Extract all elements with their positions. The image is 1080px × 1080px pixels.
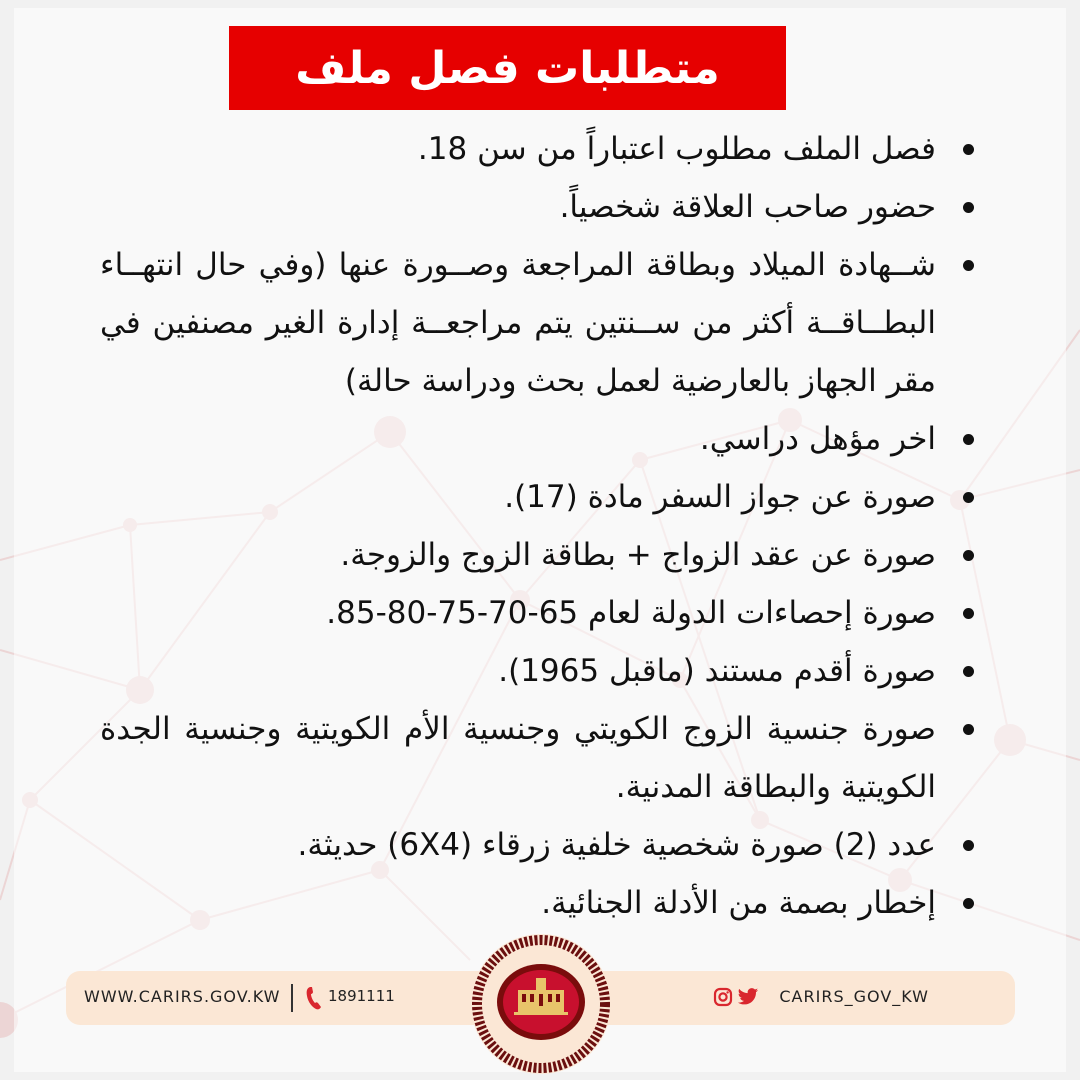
list-item: صورة عن جواز السفر مادة (17).: [100, 468, 980, 526]
page-title: متطلبات فصل ملف: [295, 42, 720, 94]
phone-number[interactable]: 1891111: [328, 987, 395, 1005]
website-link[interactable]: WWW.CARIRS.GOV.KW: [84, 987, 281, 1006]
list-item: اخر مؤهل دراسي.: [100, 410, 980, 468]
list-item: فصل الملف مطلوب اعتباراً من سن 18.: [100, 120, 980, 178]
list-item: صورة عن عقد الزواج + بطاقة الزوج والزوجة.: [100, 526, 980, 584]
list-item: شــهادة الميلاد وبطاقة المراجعة وصــورة عنها (وفي حال انتهــاء البطــاقــة أكثر من ســنتين يتم مراجعــة إدارة الغير مصنفين في مقر الجهاز بالعارضية لعمل بحث ودراسة حالة): [100, 236, 980, 410]
list-item: عدد (2) صورة شخصية خلفية زرقاء (6X4) حديثة.: [100, 816, 980, 874]
social-handle[interactable]: CARIRS_GOV_KW: [779, 987, 929, 1006]
title-banner: [229, 26, 786, 110]
instagram-icon[interactable]: [713, 987, 733, 1007]
list-item: صورة جنسية الزوج الكويتي وجنسية الأم الكويتية وجنسية الجدة الكويتية والبطاقة المدنية.: [100, 700, 980, 816]
organization-seal: [466, 932, 616, 1077]
twitter-icon[interactable]: [737, 987, 759, 1007]
list-item: إخطار بصمة من الأدلة الجنائية.: [100, 874, 980, 932]
list-item: صورة أقدم مستند (ماقبل 1965).: [100, 642, 980, 700]
footer-divider: [291, 984, 293, 1012]
list-item: صورة إحصاءات الدولة لعام 65-70-75-80-85.: [100, 584, 980, 642]
requirements-list: [100, 120, 980, 932]
phone-icon: [304, 985, 324, 1011]
list-item: حضور صاحب العلاقة شخصياً.: [100, 178, 980, 236]
